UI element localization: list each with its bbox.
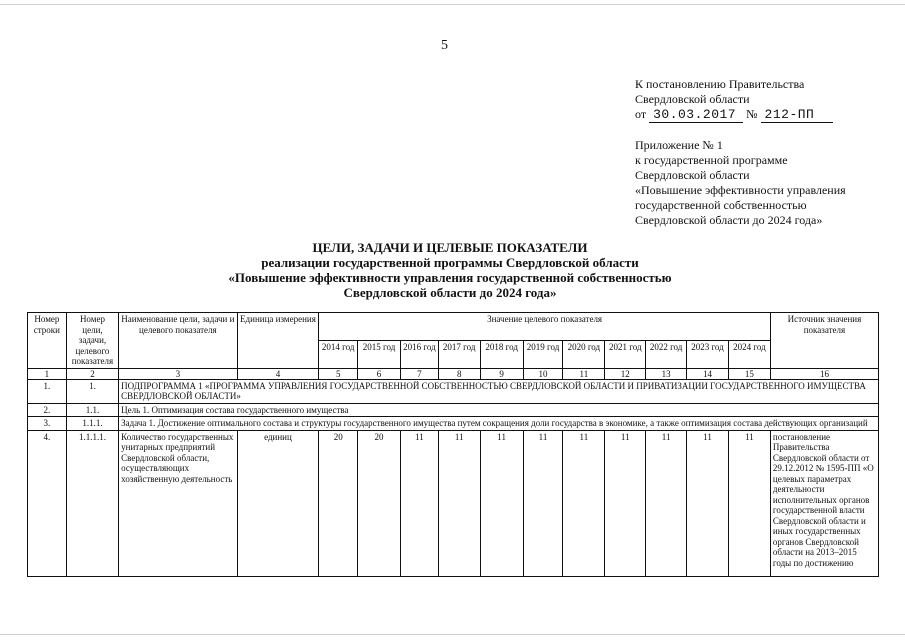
- header-year: 2019 год: [523, 340, 563, 368]
- column-number-row: [28, 368, 879, 379]
- goal-title: Цель 1. Оптимизация состава государственного имущества: [119, 403, 879, 417]
- column-number: 5: [319, 368, 358, 379]
- indicator-value: 11: [646, 430, 687, 576]
- task-title: Задача 1. Достижение оптимального состава и структуры государственного имущества путем сокращения доли государства в экономике, а также оптимизация состава действующих организаций: [119, 417, 879, 431]
- table-row: [28, 417, 879, 431]
- row-number: 2.: [28, 403, 67, 417]
- header-goal-number: Номер цели, задачи, целевого показателя: [66, 313, 118, 369]
- number-prefix: №: [746, 107, 758, 121]
- resolution-line: К постановлению Правительства: [635, 77, 805, 91]
- scan-edge-line: [0, 4, 905, 5]
- header-year: 2016 год: [401, 340, 439, 368]
- header-year: 2017 год: [438, 340, 480, 368]
- column-number: 3: [119, 368, 237, 379]
- annex-line: Приложение № 1: [635, 138, 723, 152]
- header-year: 2015 год: [358, 340, 401, 368]
- title-line: реализации государственной программы Свердловской области: [261, 255, 639, 270]
- indicator-value: 20: [319, 430, 358, 576]
- indicator-value: 11: [605, 430, 646, 576]
- subprogram-title: ПОДПРОГРАММА 1 «ПРОГРАММА УПРАВЛЕНИЯ ГОСУДАРСТВЕННОЙ СОБСТВЕННОСТЬЮ СВЕРДЛОВСКОЙ ОБЛАСТИ И ПРИВАТИЗАЦИИ ГОСУДАРСТВЕННОГО ИМУЩЕСТВА СВЕРДЛОВСКОЙ ОБЛАСТИ»: [119, 379, 879, 403]
- header-unit: Единица измерения: [237, 313, 319, 369]
- annex-line: Свердловской области до 2024 года»: [635, 213, 823, 227]
- indicator-unit: единиц: [237, 430, 319, 576]
- header-name: Наименование цели, задачи и целевого показателя: [119, 313, 237, 369]
- scan-edge-line: [0, 634, 905, 635]
- resolution-number: 212-ПП: [761, 107, 833, 123]
- header-year: 2020 год: [563, 340, 605, 368]
- indicator-value: 11: [563, 430, 605, 576]
- goal-number: 1.: [66, 379, 118, 403]
- resolution-line: Свердловской области: [635, 92, 750, 106]
- indicator-value: 11: [728, 430, 770, 576]
- annex-line: к государственной программе: [635, 153, 788, 167]
- document-title: [150, 240, 750, 300]
- row-number: 3.: [28, 417, 67, 431]
- column-number: 14: [687, 368, 729, 379]
- indicator-value: 11: [480, 430, 523, 576]
- resolution-date: 30.03.2017: [649, 107, 743, 123]
- annex-line: «Повышение эффективности управления: [635, 183, 846, 197]
- header-year: 2022 год: [646, 340, 687, 368]
- column-number: 9: [480, 368, 523, 379]
- indicator-value: 11: [401, 430, 439, 576]
- indicator-name: Количество государственных унитарных предприятий Свердловской области, осуществляющих хозяйственную деятельность: [119, 430, 237, 576]
- resolution-date-line: [635, 107, 895, 123]
- header-year: 2024 год: [728, 340, 770, 368]
- goal-number: 1.1.: [66, 403, 118, 417]
- column-number: 6: [358, 368, 401, 379]
- column-number: 2: [66, 368, 118, 379]
- header-year: 2018 год: [480, 340, 523, 368]
- title-line: ЦЕЛИ, ЗАДАЧИ И ЦЕЛЕВЫЕ ПОКАЗАТЕЛИ: [312, 240, 588, 255]
- column-number: 7: [401, 368, 439, 379]
- indicator-value: 11: [523, 430, 563, 576]
- column-number: 8: [438, 368, 480, 379]
- title-line: «Повышение эффективности управления государственной собственностью: [228, 270, 672, 285]
- column-number: 16: [770, 368, 878, 379]
- page-number: 5: [441, 38, 448, 53]
- indicator-source: постановление Правительства Свердловской области от 29.12.2012 № 1595-ПП «О целевых параметрах деятельности исполнительных органов государственной власти Свердловской области и иных государственных органов Свердловской области на 2013–2015 годы по достижению: [770, 430, 878, 576]
- resolution-reference: [635, 77, 895, 228]
- column-number: 10: [523, 368, 563, 379]
- header-source: Источник значения показателя: [770, 313, 878, 369]
- column-number: 15: [728, 368, 770, 379]
- column-number: 13: [646, 368, 687, 379]
- header-year: 2014 год: [319, 340, 358, 368]
- indicator-value: 20: [358, 430, 401, 576]
- annex-line: Свердловской области: [635, 168, 750, 182]
- indicator-value: 11: [687, 430, 729, 576]
- table-row: [28, 403, 879, 417]
- header-year: 2021 год: [605, 340, 646, 368]
- date-prefix: от: [635, 107, 647, 121]
- header-year: 2023 год: [687, 340, 729, 368]
- goal-number: 1.1.1.1.: [66, 430, 118, 576]
- row-number: 1.: [28, 379, 67, 403]
- row-number: 4.: [28, 430, 67, 576]
- title-line: Свердловской области до 2024 года»: [343, 285, 557, 300]
- table-row: [28, 379, 879, 403]
- goals-table: [27, 312, 879, 577]
- header-row-number: Номер строки: [28, 313, 67, 369]
- goal-number: 1.1.1.: [66, 417, 118, 431]
- indicator-row: [28, 430, 879, 576]
- indicator-value: 11: [438, 430, 480, 576]
- column-number: 11: [563, 368, 605, 379]
- column-number: 4: [237, 368, 319, 379]
- header-values-group: Значение целевого показателя: [319, 313, 771, 341]
- column-number: 1: [28, 368, 67, 379]
- annex-line: государственной собственностью: [635, 198, 807, 212]
- column-number: 12: [605, 368, 646, 379]
